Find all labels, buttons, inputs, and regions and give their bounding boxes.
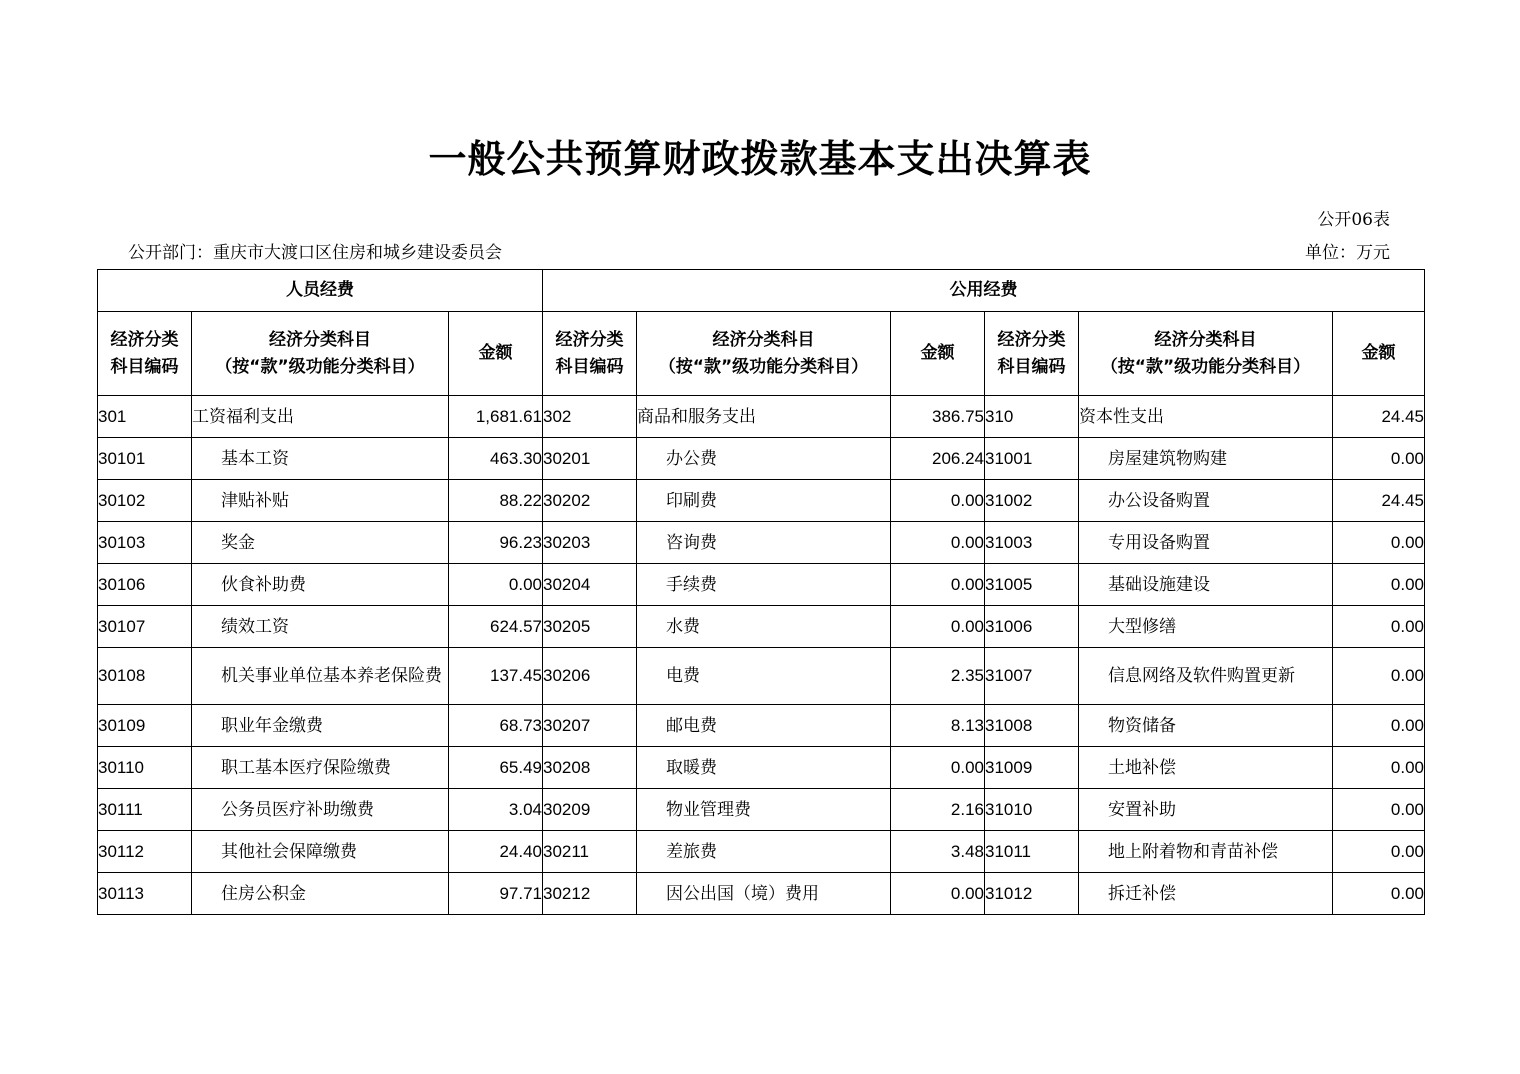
unit-label: 单位：万元 — [1305, 243, 1390, 263]
header-name: 经济分类科目 （按“款”级功能分类科目） — [1079, 312, 1333, 396]
cell-code: 30204 — [543, 564, 637, 606]
department-label: 公开部门：重庆市大渡口区住房和城乡建设委员会 — [128, 243, 502, 263]
cell-name: 津贴补贴 — [192, 480, 449, 522]
cell-name: 差旅费 — [637, 831, 891, 873]
cell-code: 30208 — [543, 747, 637, 789]
cell-amount: 463.30 — [449, 438, 543, 480]
cell-code: 30113 — [98, 873, 192, 915]
table-row — [98, 396, 1425, 438]
cell-name: 邮电费 — [637, 705, 891, 747]
cell-amount: 0.00 — [1333, 438, 1425, 480]
header-code: 经济分类 科目编码 — [985, 312, 1079, 396]
cell-amount: 0.00 — [1333, 705, 1425, 747]
cell-amount: 2.35 — [891, 648, 985, 705]
cell-name: 其他社会保障缴费 — [192, 831, 449, 873]
cell-code: 301 — [98, 396, 192, 438]
header-amount: 金额 — [449, 312, 543, 396]
cell-name: 职业年金缴费 — [192, 705, 449, 747]
cell-code: 30211 — [543, 831, 637, 873]
cell-amount: 0.00 — [1333, 522, 1425, 564]
cell-code: 31009 — [985, 747, 1079, 789]
cell-name: 物资储备 — [1079, 705, 1333, 747]
table-row — [98, 831, 1425, 873]
cell-name: 大型修缮 — [1079, 606, 1333, 648]
header-name: 经济分类科目 （按“款”级功能分类科目） — [192, 312, 449, 396]
cell-code: 30201 — [543, 438, 637, 480]
cell-code: 30108 — [98, 648, 192, 705]
cell-code: 31008 — [985, 705, 1079, 747]
table-row — [98, 564, 1425, 606]
cell-code: 31007 — [985, 648, 1079, 705]
cell-amount: 0.00 — [891, 606, 985, 648]
cell-code: 30111 — [98, 789, 192, 831]
table-row — [98, 606, 1425, 648]
table-row — [98, 789, 1425, 831]
header-code: 经济分类 科目编码 — [98, 312, 192, 396]
cell-amount: 624.57 — [449, 606, 543, 648]
cell-name: 房屋建筑物购建 — [1079, 438, 1333, 480]
cell-amount: 24.45 — [1333, 396, 1425, 438]
cell-amount: 65.49 — [449, 747, 543, 789]
cell-amount: 0.00 — [891, 747, 985, 789]
cell-code: 30202 — [543, 480, 637, 522]
cell-amount: 0.00 — [449, 564, 543, 606]
cell-name: 伙食补助费 — [192, 564, 449, 606]
cell-code: 30109 — [98, 705, 192, 747]
cell-amount: 3.48 — [891, 831, 985, 873]
cell-code: 30107 — [98, 606, 192, 648]
cell-name: 基本工资 — [192, 438, 449, 480]
table-row — [98, 480, 1425, 522]
cell-code: 31010 — [985, 789, 1079, 831]
cell-code: 31011 — [985, 831, 1079, 873]
cell-name: 拆迁补偿 — [1079, 873, 1333, 915]
header-code: 经济分类 科目编码 — [543, 312, 637, 396]
cell-name: 土地补偿 — [1079, 747, 1333, 789]
cell-amount: 0.00 — [891, 480, 985, 522]
cell-amount: 0.00 — [1333, 564, 1425, 606]
cell-amount: 0.00 — [1333, 873, 1425, 915]
cell-code: 31001 — [985, 438, 1079, 480]
table-row — [98, 747, 1425, 789]
cell-amount: 0.00 — [1333, 831, 1425, 873]
cell-code: 30102 — [98, 480, 192, 522]
expenditure-table — [97, 269, 1425, 915]
cell-amount: 24.45 — [1333, 480, 1425, 522]
cell-name: 机关事业单位基本养老保险费 — [192, 648, 449, 705]
cell-amount: 137.45 — [449, 648, 543, 705]
cell-amount: 0.00 — [1333, 606, 1425, 648]
table-number: 公开06表 — [1317, 210, 1390, 230]
header-amount: 金额 — [1333, 312, 1425, 396]
table-row — [98, 705, 1425, 747]
cell-name: 工资福利支出 — [192, 396, 449, 438]
cell-code: 30207 — [543, 705, 637, 747]
cell-code: 302 — [543, 396, 637, 438]
cell-name: 办公费 — [637, 438, 891, 480]
cell-name: 职工基本医疗保险缴费 — [192, 747, 449, 789]
cell-code: 30106 — [98, 564, 192, 606]
cell-name: 绩效工资 — [192, 606, 449, 648]
cell-amount: 0.00 — [1333, 747, 1425, 789]
cell-amount: 8.13 — [891, 705, 985, 747]
cell-code: 30212 — [543, 873, 637, 915]
table-row — [98, 873, 1425, 915]
cell-amount: 0.00 — [891, 564, 985, 606]
cell-amount: 24.40 — [449, 831, 543, 873]
cell-name: 手续费 — [637, 564, 891, 606]
cell-amount: 68.73 — [449, 705, 543, 747]
table-row — [98, 648, 1425, 705]
cell-amount: 0.00 — [891, 873, 985, 915]
cell-code: 30101 — [98, 438, 192, 480]
group-header-personnel: 人员经费 — [98, 270, 543, 312]
cell-amount: 0.00 — [891, 522, 985, 564]
cell-code: 30205 — [543, 606, 637, 648]
cell-name: 基础设施建设 — [1079, 564, 1333, 606]
cell-name: 办公设备购置 — [1079, 480, 1333, 522]
cell-name: 取暖费 — [637, 747, 891, 789]
cell-amount: 97.71 — [449, 873, 543, 915]
cell-name: 地上附着物和青苗补偿 — [1079, 831, 1333, 873]
cell-amount: 206.24 — [891, 438, 985, 480]
cell-code: 31006 — [985, 606, 1079, 648]
cell-code: 31012 — [985, 873, 1079, 915]
page-title: 一般公共预算财政拨款基本支出决算表 — [428, 137, 1092, 181]
cell-code: 30110 — [98, 747, 192, 789]
table-row — [98, 522, 1425, 564]
cell-code: 31002 — [985, 480, 1079, 522]
header-amount: 金额 — [891, 312, 985, 396]
cell-code: 30209 — [543, 789, 637, 831]
cell-code: 31005 — [985, 564, 1079, 606]
cell-code: 31003 — [985, 522, 1079, 564]
cell-code: 30203 — [543, 522, 637, 564]
cell-name: 安置补助 — [1079, 789, 1333, 831]
cell-amount: 88.22 — [449, 480, 543, 522]
cell-code: 30112 — [98, 831, 192, 873]
cell-name: 咨询费 — [637, 522, 891, 564]
cell-code: 310 — [985, 396, 1079, 438]
cell-name: 信息网络及软件购置更新 — [1079, 648, 1333, 705]
cell-name: 物业管理费 — [637, 789, 891, 831]
cell-name: 商品和服务支出 — [637, 396, 891, 438]
cell-amount: 0.00 — [1333, 789, 1425, 831]
cell-name: 专用设备购置 — [1079, 522, 1333, 564]
cell-code: 30103 — [98, 522, 192, 564]
cell-name: 住房公积金 — [192, 873, 449, 915]
cell-name: 电费 — [637, 648, 891, 705]
cell-name: 奖金 — [192, 522, 449, 564]
cell-name: 水费 — [637, 606, 891, 648]
cell-amount: 0.00 — [1333, 648, 1425, 705]
cell-amount: 3.04 — [449, 789, 543, 831]
header-name: 经济分类科目 （按“款”级功能分类科目） — [637, 312, 891, 396]
cell-name: 因公出国（境）费用 — [637, 873, 891, 915]
cell-code: 30206 — [543, 648, 637, 705]
cell-amount: 2.16 — [891, 789, 985, 831]
cell-amount: 386.75 — [891, 396, 985, 438]
cell-amount: 1,681.61 — [449, 396, 543, 438]
group-header-public: 公用经费 — [543, 270, 1425, 312]
cell-name: 资本性支出 — [1079, 396, 1333, 438]
cell-name: 印刷费 — [637, 480, 891, 522]
table-row — [98, 438, 1425, 480]
cell-amount: 96.23 — [449, 522, 543, 564]
cell-name: 公务员医疗补助缴费 — [192, 789, 449, 831]
